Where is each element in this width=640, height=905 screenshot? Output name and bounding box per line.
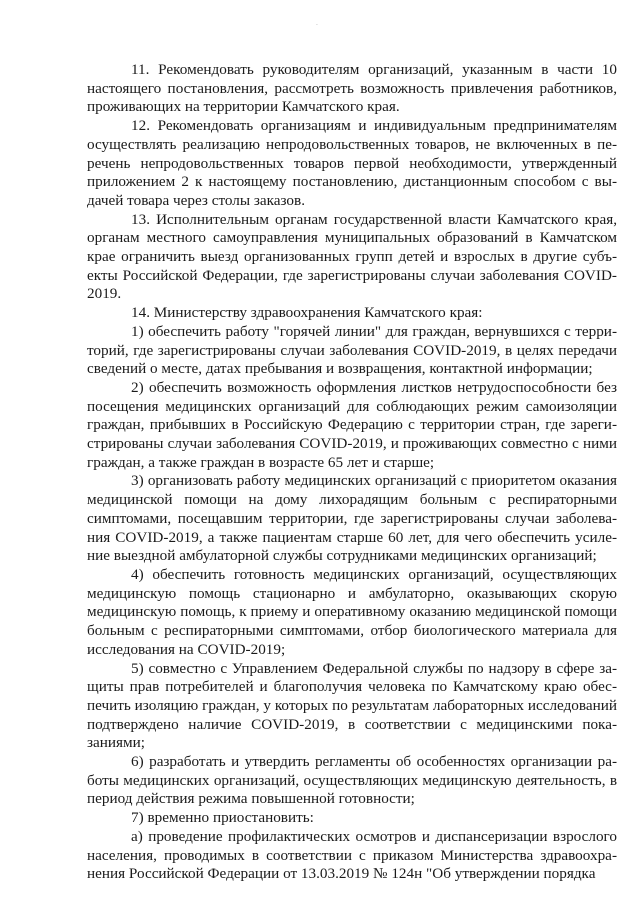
item-14-6: 6) разработать и утвердить регламенты об особенностях организации работы медицинских организаций, осуществляющих медицинскую деятельность, в период действия режима повышенной готовности; <box>87 753 617 808</box>
item-14-3: 3) организовать работу медицинских организаций с приоритетом оказания медицинской помощи на дому лихорадящим больным с респираторными симптомами, посещавшим территории, где зарегистрированы случаи заболевания COVID-2019, а также пациентам старше 60 лет, для чего обеспечить усиление выездной амбулаторной службы сотрудниками медицинских организаций; <box>87 472 617 565</box>
item-14-5: 5) совместно с Управлением Федеральной службы по надзору в сфере защиты прав потребителей и благополучия человека по Камчатскому краю обеспечить изоляцию граждан, у которых по результатам лабораторных исследований подтверждено наличие COVID-2019, в соответствии с медицинскими показаниями; <box>87 659 617 752</box>
page-mark: · <box>316 22 318 29</box>
paragraph-13: 13. Исполнительным органам государственной власти Камчатского края, органам местного самоуправления муниципальных образований в Камчатском крае ограничить выезд организованных групп детей и взрослых в другие субъекты Российской Федерации, где зарегистрированы случаи заболевания COVID-2019. <box>87 210 617 303</box>
item-14-4: 4) обеспечить готовность медицинских организаций, осуществляющих медицинскую помощь стационарно и амбулаторно, оказывающих скорую медицинскую помощь, к приему и оперативному оказанию медицинской помощи больным с респираторными симптомами, отбор биологического материала для исследования на COVID-2019; <box>87 565 617 658</box>
item-14-7: 7) временно приостановить: <box>131 809 314 827</box>
item-14-2: 2) обеспечить возможность оформления листков нетрудоспособности без посещения медицинских организаций для соблюдающих режим самоизоляции граждан, прибывших в Российскую Федерацию с территории стран, где зарегистрированы случаи заболевания COVID-2019, и проживающих совместно с ними граждан, а также граждан в возрасте 65 лет и старше; <box>87 378 617 471</box>
item-14-7-a: а) проведение профилактических осмотров и диспансеризации взрослого населения, проводимых в соответствии с приказом Министерства здравоохранения Российской Федерации от 13.03.2019 № 124н "Об утверждении порядка <box>87 827 617 883</box>
item-14-1: 1) обеспечить работу "горячей линии" для граждан, вернувшихся с территорий, где зарегистрированы случаи заболевания COVID-2019, в целях передачи сведений о месте, датах пребывания и возвращения, контактной информации; <box>87 322 617 378</box>
document-body <box>87 61 617 884</box>
paragraph-12: 12. Рекомендовать организациям и индивидуальным предпринимателям осуществлять реализацию непродовольственных товаров, не включенных в перечень непродовольственных товаров первой необходимости, утвержденный приложением 2 к настоящему постановлению, дистанционным способом с выдачей товара через столы заказов. <box>87 117 617 209</box>
paragraph-14: 14. Министерству здравоохранения Камчатского края: <box>131 304 483 322</box>
paragraph-11: 11. Рекомендовать руководителям организаций, указанным в части 10 настоящего постановления, рассмотреть возможность привлечения работников, проживающих на территории Камчатского края. <box>87 61 617 116</box>
